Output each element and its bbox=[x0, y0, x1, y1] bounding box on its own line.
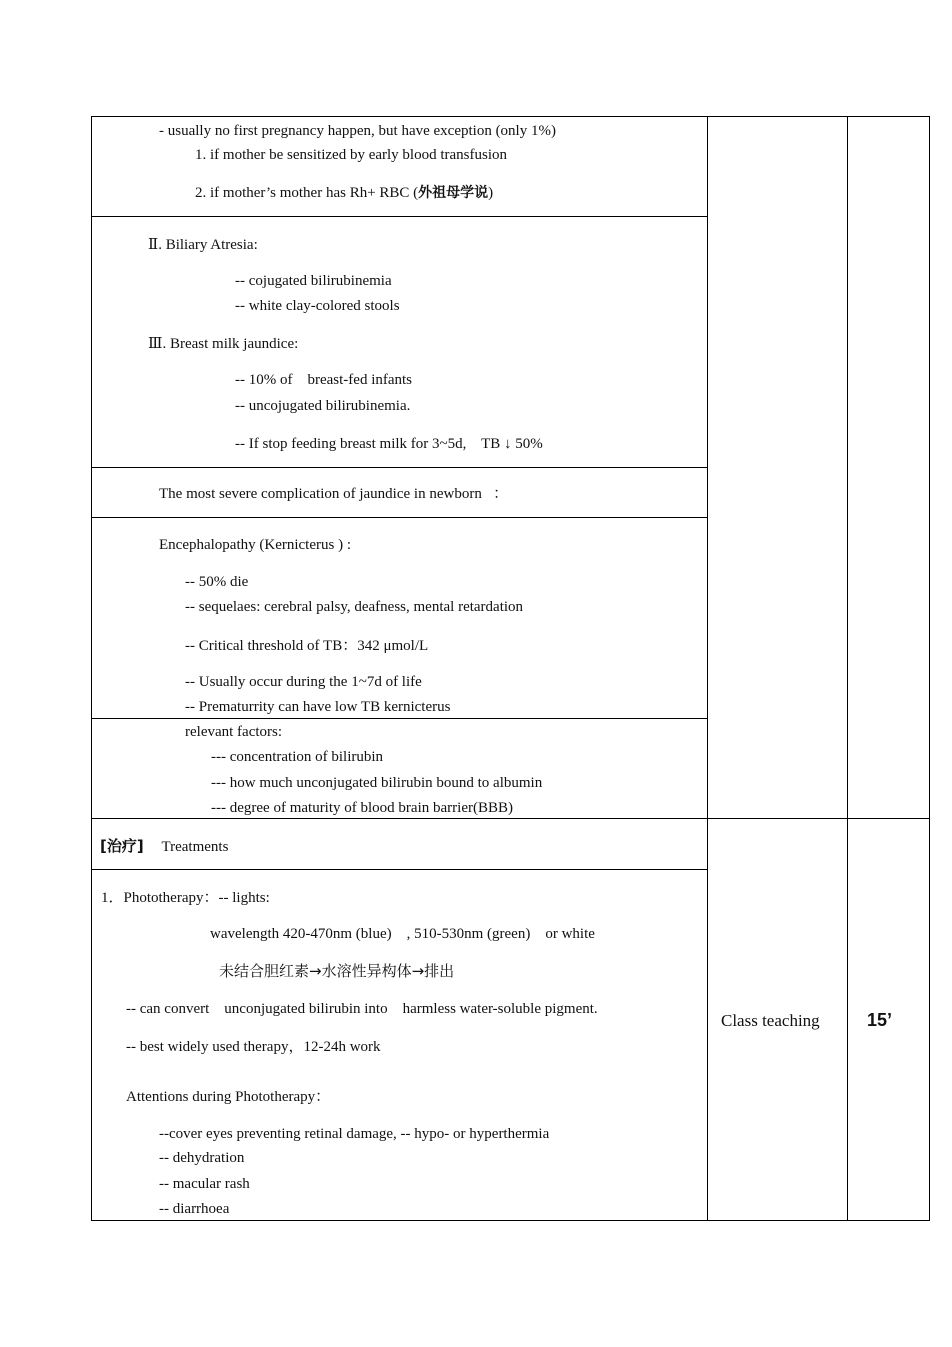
column-divider-2 bbox=[847, 116, 848, 1221]
teaching-method: Class teaching bbox=[721, 1011, 820, 1030]
biliary-heading: Ⅱ. Biliary Atresia: bbox=[148, 237, 258, 253]
factors-item: --- concentration of bilirubin bbox=[211, 749, 384, 765]
row-divider bbox=[91, 467, 708, 468]
encephalopathy-item: -- Critical threshold of TB：342 μmol/L bbox=[185, 638, 429, 654]
rh-line-3-suffix: ) bbox=[488, 185, 494, 201]
encephalopathy-item: -- Prematurrity can have low TB kernicterus bbox=[185, 699, 451, 715]
phototherapy-cjk-line: 未结合胆红素→水溶性异构体→排出 bbox=[219, 962, 455, 980]
row-divider bbox=[91, 216, 708, 217]
row-divider bbox=[91, 718, 708, 719]
treatments-label: Treatments bbox=[161, 839, 229, 855]
phototherapy-wavelength: wavelength 420-470nm (blue) , 510-530nm (green) or white bbox=[210, 926, 595, 942]
phototherapy-widely: -- best widely used therapy，12-24h work bbox=[126, 1039, 381, 1055]
factors-item: --- degree of maturity of blood brain barrier(BBB) bbox=[211, 800, 513, 816]
row-divider bbox=[91, 517, 708, 518]
rh-line-3-prefix: 2. if mother’s mother has Rh+ RBC ( bbox=[195, 185, 419, 201]
section-divider bbox=[91, 818, 930, 819]
phototherapy-heading: 1．Phototherapy：-- lights: bbox=[101, 890, 270, 906]
row-divider bbox=[91, 869, 708, 870]
rh-line-1: - usually no first pregnancy happen, but have exception (only 1%) bbox=[159, 123, 556, 139]
factors-heading: relevant factors: bbox=[185, 724, 283, 740]
complication-text: The most severe complication of jaundice in newborn ： bbox=[159, 486, 509, 502]
encephalopathy-item: -- 50% die bbox=[185, 574, 249, 590]
attentions-item: --cover eyes preventing retinal damage, -- hypo- or hyperthermia bbox=[159, 1126, 550, 1142]
factors-item: --- how much unconjugated bilirubin bound to albumin bbox=[211, 775, 543, 791]
attentions-heading: Attentions during Phototherapy： bbox=[126, 1089, 331, 1105]
column-divider-1 bbox=[707, 116, 708, 1221]
attentions-item: -- macular rash bbox=[159, 1176, 250, 1192]
treatments-cjk-label: [治疗] bbox=[100, 837, 144, 855]
breast-milk-heading: Ⅲ. Breast milk jaundice: bbox=[148, 336, 299, 352]
rh-line-2: 1. if mother be sensitized by early blood transfusion bbox=[195, 147, 508, 163]
biliary-item: -- white clay-colored stools bbox=[235, 298, 400, 314]
phototherapy-convert: -- can convert unconjugated bilirubin into harmless water-soluble pigment. bbox=[126, 1001, 598, 1017]
attentions-item: -- diarrhoea bbox=[159, 1201, 230, 1217]
treatments-heading bbox=[100, 837, 228, 856]
duration: 15’ bbox=[867, 1010, 893, 1030]
breast-milk-item: -- If stop feeding breast milk for 3~5d, TB ↓ 50% bbox=[235, 436, 543, 452]
encephalopathy-heading: Encephalopathy (Kernicterus ) : bbox=[159, 537, 352, 553]
rh-line-3-cjk: 外祖母学说 bbox=[418, 185, 489, 201]
breast-milk-item: -- 10% of breast-fed infants bbox=[235, 372, 413, 388]
breast-milk-item: -- uncojugated bilirubinemia. bbox=[235, 398, 411, 414]
encephalopathy-item: -- sequelaes: cerebral palsy, deafness, mental retardation bbox=[185, 599, 524, 615]
rh-line-3 bbox=[195, 184, 493, 202]
attentions-item: -- dehydration bbox=[159, 1150, 245, 1166]
encephalopathy-item: -- Usually occur during the 1~7d of life bbox=[185, 674, 422, 690]
biliary-item: -- cojugated bilirubinemia bbox=[235, 273, 392, 289]
